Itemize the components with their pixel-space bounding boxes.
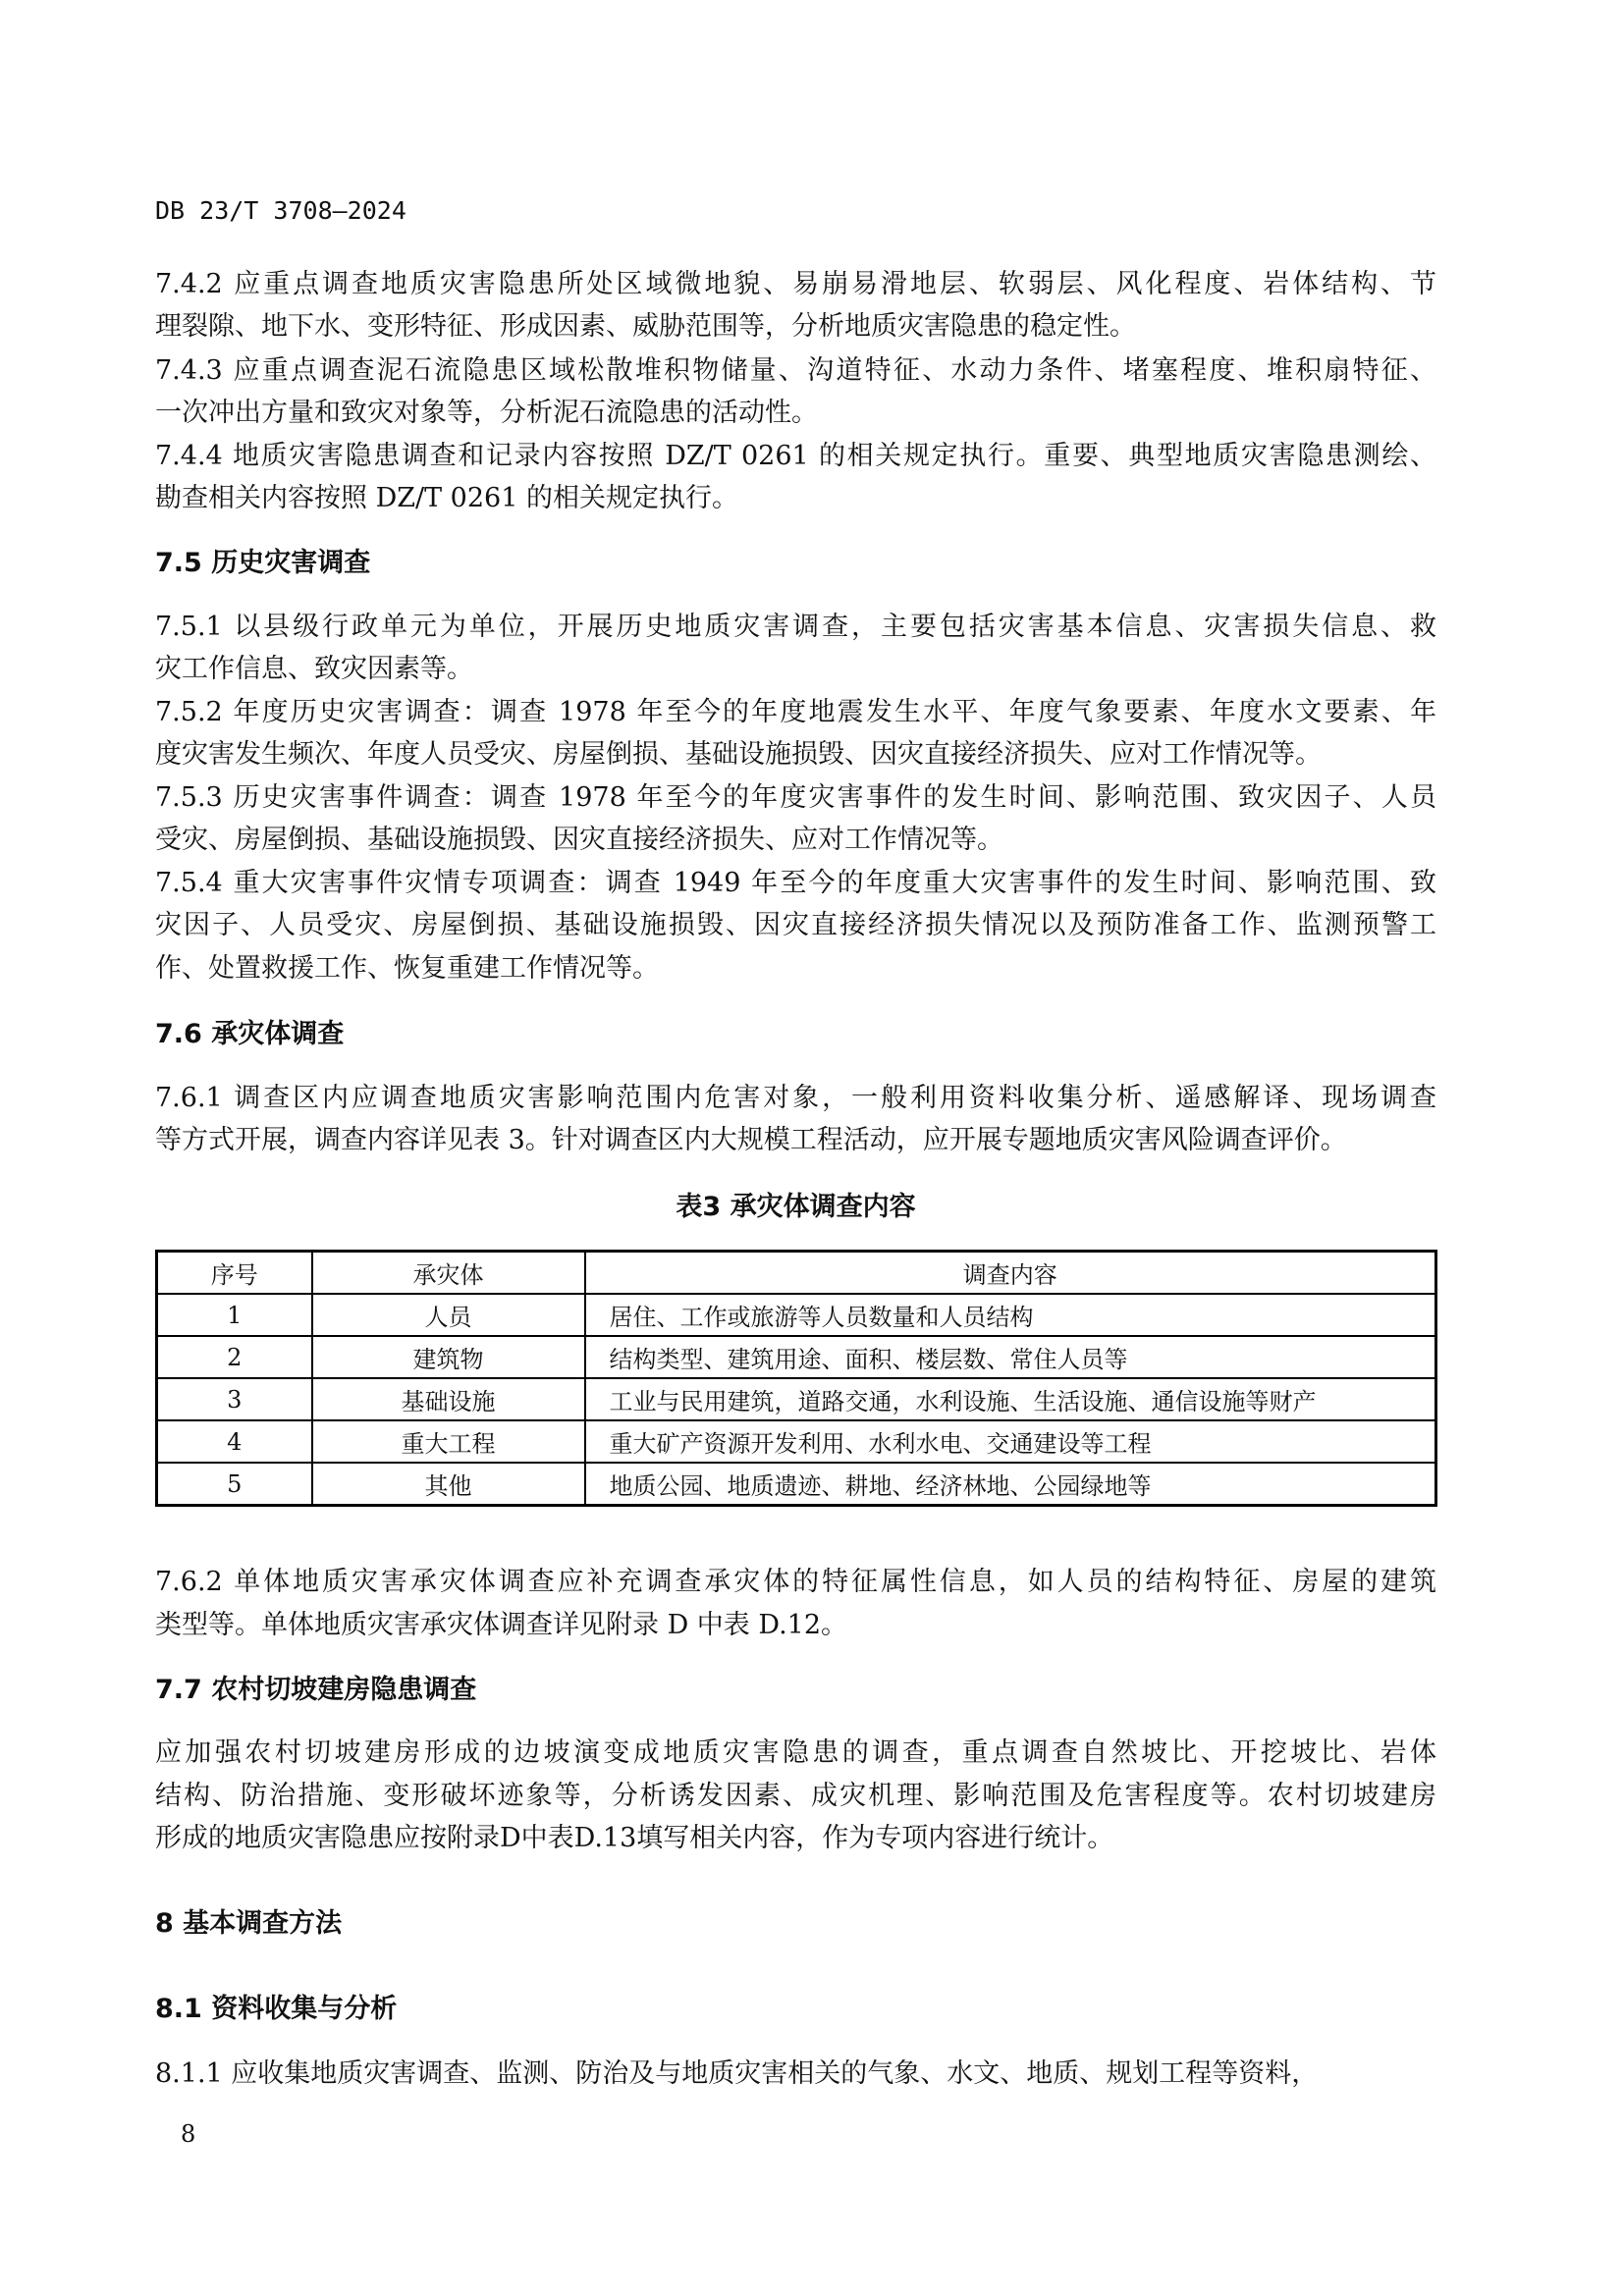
cell-index: 5 — [157, 1463, 312, 1506]
cell-content: 重大矿产资源开发利用、水利水电、交通建设等工程 — [585, 1420, 1436, 1463]
table-header-row — [157, 1252, 1436, 1295]
table-row — [157, 1294, 1436, 1336]
paragraph-line: 作、处置救援工作、恢复重建工作情况等。 — [155, 953, 659, 984]
table-row — [157, 1378, 1436, 1420]
cell-content: 居住、工作或旅游等人员数量和人员结构 — [585, 1294, 1436, 1336]
paragraph-line: 7.6.2 单体地质灾害承灾体调查应补充调查承灾体的特征属性信息，如人员的结构特征、房屋的建筑 — [155, 1567, 1436, 1597]
paragraph-line: 一次冲出方量和致灾对象等，分析泥石流隐患的活动性。 — [155, 398, 818, 428]
cell-index: 3 — [157, 1378, 312, 1420]
cell-body: 其他 — [312, 1463, 585, 1506]
cell-body: 人员 — [312, 1294, 585, 1336]
cell-body: 建筑物 — [312, 1336, 585, 1378]
section-heading: 7.6 承灾体调查 — [155, 1019, 345, 1049]
table-caption: 表3 承灾体调查内容 — [676, 1192, 916, 1222]
cell-index: 1 — [157, 1294, 312, 1336]
paragraph-line: 7.4.4 地质灾害隐患调查和记录内容按照 DZ/T 0261 的相关规定执行。重要、典型地质灾害隐患测绘、 — [155, 441, 1436, 471]
paragraph-line: 类型等。单体地质灾害承灾体调查详见附录 D 中表 D.12。 — [155, 1610, 848, 1640]
paragraph-line: 灾工作信息、致灾因素等。 — [155, 654, 473, 684]
cell-body: 基础设施 — [312, 1378, 585, 1420]
paragraph-line: 7.4.3 应重点调查泥石流隐患区域松散堆积物储量、沟道特征、水动力条件、堵塞程度、堆积扇特征、 — [155, 355, 1436, 386]
paragraph-line: 等方式开展，调查内容详见表 3。针对调查区内大规模工程活动，应开展专题地质灾害风险调查评价。 — [155, 1125, 1347, 1155]
paragraph-line: 7.5.4 重大灾害事件灾情专项调查：调查 1949 年至今的年度重大灾害事件的发生时间、影响范围、致 — [155, 868, 1436, 898]
table-row — [157, 1336, 1436, 1378]
paragraph-line: 灾因子、人员受灾、房屋倒损、基础设施损毁、因灾直接经济损失情况以及预防准备工作、监测预警工 — [155, 910, 1436, 940]
cell-index: 2 — [157, 1336, 312, 1378]
cell-content: 地质公园、地质遗迹、耕地、经济林地、公园绿地等 — [585, 1463, 1436, 1506]
paragraph-line: 结构、防治措施、变形破坏迹象等，分析诱发因素、成灾机理、影响范围及危害程度等。农村切坡建房 — [155, 1781, 1436, 1811]
page-number: 8 — [181, 2120, 196, 2148]
paragraph-line: 7.4.2 应重点调查地质灾害隐患所处区域微地貌、易崩易滑地层、软弱层、风化程度、岩体结构、节 — [155, 269, 1436, 299]
section-heading: 8.1 资料收集与分析 — [155, 1994, 398, 2024]
cell-body: 重大工程 — [312, 1420, 585, 1463]
standard-id: DB 23/T 3708—2024 — [155, 196, 406, 225]
disaster-bearing-body-table — [155, 1250, 1437, 1507]
section-heading: 7.5 历史灾害调查 — [155, 548, 371, 578]
cell-index: 4 — [157, 1420, 312, 1463]
paragraph-line: 8.1.1 应收集地质灾害调查、监测、防治及与地质灾害相关的气象、水文、地质、规划工程等资料， — [155, 2058, 1319, 2089]
paragraph-line: 度灾害发生频次、年度人员受灾、房屋倒损、基础设施损毁、因灾直接经济损失、应对工作情况等。 — [155, 739, 1322, 770]
header-content: 调查内容 — [585, 1252, 1436, 1295]
paragraph-line: 受灾、房屋倒损、基础设施损毁、因灾直接经济损失、应对工作情况等。 — [155, 825, 1003, 855]
table-row — [157, 1463, 1436, 1506]
paragraph-line: 应加强农村切坡建房形成的边坡演变成地质灾害隐患的调查，重点调查自然坡比、开挖坡比、岩体 — [155, 1737, 1436, 1768]
header-body: 承灾体 — [312, 1252, 585, 1295]
header-index: 序号 — [157, 1252, 312, 1295]
section-heading: 8 基本调查方法 — [155, 1908, 343, 1939]
paragraph-line: 7.6.1 调查区内应调查地质灾害影响范围内危害对象，一般利用资料收集分析、遥感解译、现场调查 — [155, 1083, 1436, 1113]
paragraph-line: 勘查相关内容按照 DZ/T 0261 的相关规定执行。 — [155, 483, 738, 513]
paragraph-line: 7.5.1 以县级行政单元为单位，开展历史地质灾害调查，主要包括灾害基本信息、灾害损失信息、救 — [155, 612, 1436, 642]
paragraph-line: 7.5.2 年度历史灾害调查：调查 1978 年至今的年度地震发生水平、年度气象要素、年度水文要素、年 — [155, 697, 1436, 727]
paragraph-line: 7.5.3 历史灾害事件调查：调查 1978 年至今的年度灾害事件的发生时间、影响范围、致灾因子、人员 — [155, 782, 1436, 813]
paragraph-line: 理裂隙、地下水、变形特征、形成因素、威胁范围等，分析地质灾害隐患的稳定性。 — [155, 311, 1136, 342]
cell-content: 结构类型、建筑用途、面积、楼层数、常住人员等 — [585, 1336, 1436, 1378]
table-row — [157, 1420, 1436, 1463]
cell-content: 工业与民用建筑，道路交通，水利设施、生活设施、通信设施等财产 — [585, 1378, 1436, 1420]
paragraph-line: 形成的地质灾害隐患应按附录D中表D.13填写相关内容，作为专项内容进行统计。 — [155, 1823, 1114, 1853]
section-heading: 7.7 农村切坡建房隐患调查 — [155, 1675, 477, 1705]
